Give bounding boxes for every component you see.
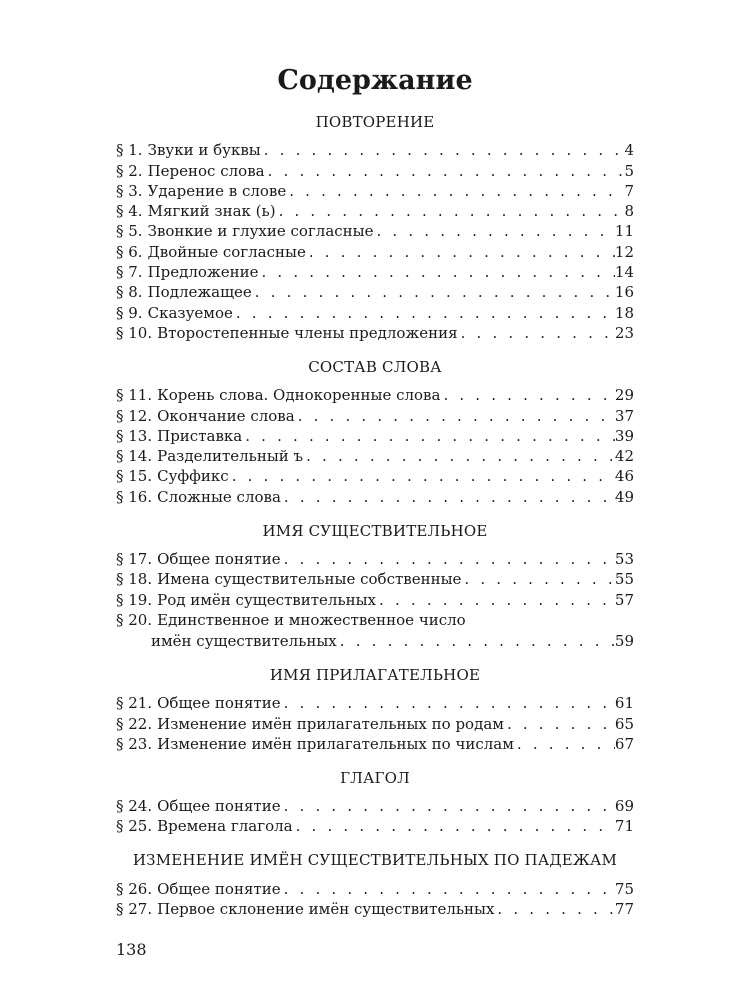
entry-page-number: 16 [614, 283, 634, 302]
dot-leader [259, 262, 615, 282]
table-of-contents [116, 112, 634, 919]
entry-title: Разделительный ъ [157, 447, 304, 466]
entry-page-number: 11 [614, 222, 634, 241]
dot-leader [229, 466, 615, 486]
section-number: § 12. [116, 406, 153, 425]
section-number: § 8. [116, 283, 143, 302]
entry-page-number: 46 [614, 467, 634, 486]
section-spacer [116, 507, 634, 521]
toc-entry[interactable] [116, 302, 634, 322]
entry-title: Сложные слова [157, 487, 281, 506]
section-heading: ПОВТОРЕНИЕ [315, 113, 435, 131]
toc-entry[interactable] [116, 160, 634, 180]
dot-leader [494, 899, 614, 919]
toc-entry[interactable] [116, 816, 634, 836]
section-number: § 3. [116, 181, 143, 200]
entry-page-number: 67 [614, 734, 634, 753]
section-number: § 16. [116, 487, 153, 506]
entry-title: Приставка [157, 426, 243, 445]
entry-page-number: 61 [614, 694, 634, 713]
section-number: § 6. [116, 242, 143, 261]
section-number: § 1. [116, 141, 143, 160]
toc-section [116, 112, 634, 343]
dot-leader [265, 161, 625, 181]
section-number: § 18. [116, 570, 153, 589]
entry-title: Суффикс [157, 467, 229, 486]
dot-leader [504, 714, 615, 734]
toc-entry[interactable] [116, 262, 634, 282]
toc-entry-continuation [116, 631, 634, 651]
toc-entry[interactable] [116, 549, 634, 569]
section-heading: СОСТАВ СЛОВА [308, 357, 442, 376]
entry-page-number: 7 [624, 181, 634, 200]
entry-page-number: 37 [614, 406, 634, 425]
toc-entry[interactable] [116, 282, 634, 302]
entry-title: Первое склонение имён существительных [157, 900, 495, 919]
entry-page-number: 5 [624, 161, 634, 180]
entry-title: Ударение в слове [147, 181, 287, 200]
toc-entry[interactable] [116, 446, 634, 466]
toc-entry[interactable] [116, 589, 634, 609]
section-number: § 27. [116, 900, 153, 919]
dot-leader [306, 242, 615, 262]
toc-section [116, 850, 634, 919]
entry-page-number: 53 [614, 550, 634, 569]
entry-page-number: 18 [614, 303, 634, 322]
section-spacer [116, 754, 634, 768]
entry-title: Изменение имён прилагательных по родам [157, 714, 504, 733]
dot-leader [458, 323, 615, 343]
entry-page-number: 71 [614, 817, 634, 836]
entry-title: Единственное и множественное число [157, 610, 466, 629]
toc-entry[interactable] [116, 466, 634, 486]
toc-section [116, 768, 634, 837]
dot-leader [440, 385, 614, 405]
toc-entry[interactable] [116, 569, 634, 589]
dot-leader [261, 140, 625, 160]
entry-page-number: 77 [614, 900, 634, 919]
heading-spacer [116, 870, 634, 878]
toc-entry[interactable] [116, 899, 634, 919]
section-number: § 15. [116, 467, 153, 486]
toc-entry[interactable] [116, 486, 634, 506]
toc-entry[interactable] [116, 405, 634, 425]
heading-spacer [116, 377, 634, 385]
dot-leader [281, 879, 615, 899]
dot-leader [281, 487, 615, 507]
toc-entry[interactable] [116, 734, 634, 754]
entry-page-number: 14 [614, 263, 634, 282]
entry-page-number: 65 [614, 714, 634, 733]
dot-leader [514, 734, 615, 754]
entry-page-number: 12 [614, 242, 634, 261]
section-spacer [116, 836, 634, 850]
entry-title: Подлежащее [147, 283, 252, 302]
toc-section [116, 665, 634, 754]
entry-title: Общее понятие [157, 797, 281, 816]
dot-leader [286, 181, 624, 201]
toc-entry[interactable] [116, 221, 634, 241]
section-number: § 13. [116, 426, 153, 445]
section-number: § 26. [116, 879, 153, 898]
entry-title: Корень слова. Однокоренные слова [157, 386, 441, 405]
toc-entry[interactable] [116, 610, 634, 651]
section-heading: ИМЯ ПРИЛАГАТЕЛЬНОЕ [269, 665, 481, 684]
section-spacer [116, 651, 634, 665]
toc-entry[interactable] [116, 181, 634, 201]
entry-title: Мягкий знак (ь) [147, 202, 276, 221]
dot-leader [337, 631, 615, 651]
toc-entry[interactable] [116, 385, 634, 405]
entry-title: Окончание слова [157, 406, 295, 425]
toc-entry[interactable] [116, 140, 634, 160]
entry-title: Звуки и буквы [147, 141, 261, 160]
heading-spacer [116, 541, 634, 549]
section-number: § 21. [116, 694, 153, 713]
entry-title: Сказуемое [147, 303, 233, 322]
entry-title: Звонкие и глухие согласные [147, 222, 374, 241]
entry-page-number: 75 [614, 879, 634, 898]
dot-leader [376, 590, 615, 610]
entry-title: Имена существительные собственные [157, 570, 462, 589]
entry-page-number: 59 [614, 631, 634, 650]
entry-title: Второстепенные члены предложения [157, 323, 458, 342]
dot-leader [293, 816, 615, 836]
dot-leader [276, 201, 625, 221]
entry-page-number: 57 [614, 590, 634, 609]
page-title: Содержание [277, 65, 473, 96]
dot-leader [242, 426, 615, 446]
section-number: § 22. [116, 714, 153, 733]
toc-entry[interactable] [116, 713, 634, 733]
section-number: § 4. [116, 202, 143, 221]
toc-section [116, 357, 634, 507]
toc-section [116, 521, 634, 651]
section-number: § 9. [116, 303, 143, 322]
section-number: § 11. [116, 386, 153, 405]
heading-spacer [116, 788, 634, 796]
entry-title: Общее понятие [157, 694, 281, 713]
section-number: § 23. [116, 734, 153, 753]
section-number: § 2. [116, 161, 143, 180]
entry-page-number: 4 [624, 141, 634, 160]
toc-entry-first-line [116, 610, 634, 631]
section-number: § 14. [116, 447, 153, 466]
section-number: § 10. [116, 323, 153, 342]
toc-entry[interactable] [116, 878, 634, 898]
section-spacer [116, 343, 634, 357]
toc-entry[interactable] [116, 426, 634, 446]
dot-leader [295, 406, 615, 426]
section-number: § 25. [116, 817, 153, 836]
section-number: § 24. [116, 797, 153, 816]
dot-leader [281, 549, 615, 569]
section-heading: ИЗМЕНЕНИЕ ИМЁН СУЩЕСТВИТЕЛЬНЫХ ПО ПАДЕЖАМ [132, 851, 618, 870]
entry-title: Общее понятие [157, 550, 281, 569]
section-number: § 7. [116, 263, 143, 282]
toc-entry[interactable] [116, 693, 634, 713]
page-number: 138 [116, 940, 147, 959]
entry-title: Предложение [147, 263, 259, 282]
toc-entry[interactable] [116, 241, 634, 261]
dot-leader [281, 796, 615, 816]
section-heading: ИМЯ СУЩЕСТВИТЕЛЬНОЕ [262, 521, 488, 540]
dot-leader [374, 221, 615, 241]
dot-leader [461, 569, 615, 589]
section-heading: ГЛАГОЛ [340, 768, 410, 787]
entry-title: Изменение имён прилагательных по числам [157, 734, 514, 753]
entry-title: Общее понятие [157, 879, 281, 898]
section-number: § 20. [116, 610, 153, 629]
entry-page-number: 55 [614, 570, 634, 589]
entry-page-number: 29 [614, 386, 634, 405]
entry-title: Перенос слова [147, 161, 265, 180]
dot-leader [252, 282, 615, 302]
section-number: § 19. [116, 590, 153, 609]
dot-leader [233, 303, 615, 323]
dot-leader [303, 446, 615, 466]
section-number: § 17. [116, 550, 153, 569]
section-number: § 5. [116, 222, 143, 241]
heading-spacer [116, 132, 634, 140]
entry-page-number: 23 [614, 323, 634, 342]
heading-spacer [116, 685, 634, 693]
toc-entry[interactable] [116, 323, 634, 343]
entry-page-number: 42 [614, 447, 634, 466]
entry-title: Род имён существительных [157, 590, 377, 609]
entry-page-number: 49 [614, 487, 634, 506]
entry-title: Двойные согласные [147, 242, 306, 261]
entry-title: Времена глагола [157, 817, 293, 836]
entry-page-number: 69 [614, 797, 634, 816]
entry-page-number: 8 [624, 202, 634, 221]
dot-leader [281, 693, 615, 713]
entry-title-continuation: имён существительных [151, 631, 337, 650]
toc-entry[interactable] [116, 796, 634, 816]
toc-entry[interactable] [116, 201, 634, 221]
entry-page-number: 39 [614, 426, 634, 445]
